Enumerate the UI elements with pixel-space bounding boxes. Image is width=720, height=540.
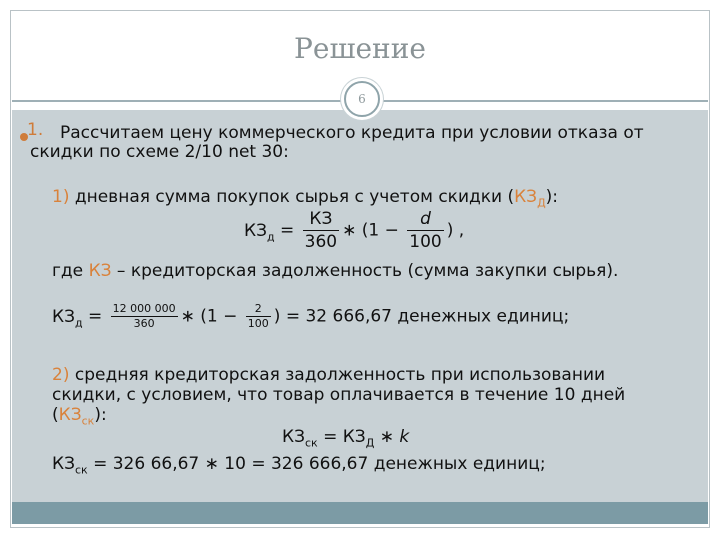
step1-term: $КЗ_Д$ [514,187,546,210]
step2-term: $КЗ_{ск}$ [58,405,95,428]
step2-calculation: $КЗ_{ск} = 326$ 66,67 ∗ 10 = 326 666,67 денежных единиц; [52,454,546,477]
slide-title: Решение [294,32,426,65]
intro-line-1: Рассчитаем цену коммерческого кредита при условии отказа от [60,123,644,143]
step2-line-2: скидки, с условием, что товар оплачивается в течение 10 дней [52,385,626,405]
step1-formula [244,208,464,253]
formula-fraction-2: $\frac{d}{100}$ [409,209,442,252]
formula-lhs: $КЗ_д$ [244,220,275,243]
calc-fraction-2: $\frac{2}{100}$ [247,302,269,330]
formula-operator: ∗ (1 − [342,220,399,241]
formula-close: ) , [446,220,465,241]
calc-lhs: $КЗ_д$ [52,306,83,329]
formula-equals: = [279,220,295,241]
step2-number: 2) [52,365,70,385]
step1-number: 1) [52,187,70,207]
page-number-badge: 6 [344,81,380,117]
list-number: 1. [27,120,44,140]
step2-formula: $КЗ_{ск} = КЗ_Д$ ∗ k [282,427,410,450]
step2-line-3: $(КЗ_{ск})$: [52,405,107,428]
step2-line-1: 2) средняя кредиторская задолженность при использовании [52,365,606,385]
footer-bar [12,502,708,524]
where-term: КЗ [88,261,112,281]
step1-where: где КЗ – кредиторская задолженность (сумма закупки сырья). [52,261,619,281]
calc-result: ) = 32 666,67 денежных единиц; [273,306,570,327]
intro-line-2: скидки по схеме 2/10 net 30: [30,142,289,162]
step1-suffix: ): [545,187,559,207]
calc-fraction-1: $\frac{12 000 000}{360}$ [112,302,176,330]
formula-fraction-1: $\frac{КЗ}{360}$ [304,209,338,252]
step1-calculation: $КЗ_д$ = $\frac{12 000 000}{360}$ ∗ (1 − $\frac{2}{100}$ ) = 32 666,67 денежных единиц; [52,302,570,330]
step1-text: дневная сумма покупок сырья с учетом скидки ( [69,187,515,207]
